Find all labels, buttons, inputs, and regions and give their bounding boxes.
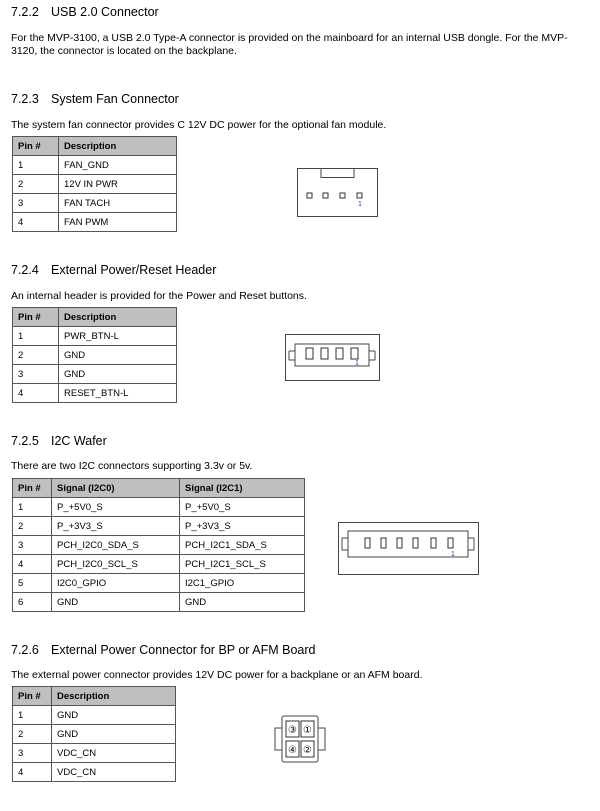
section-title: External Power Connector for BP or AFM Board [51,643,316,657]
section-number: 7.2.2 [11,5,39,19]
pin-cell: 1 [13,327,59,346]
signal-i2c1-cell: P_+3V3_S [180,517,305,536]
pin-cell: 3 [13,365,59,384]
table-header-row [13,687,176,706]
pin-cell: 4 [13,384,59,403]
description-cell: RESET_BTN-L [59,384,177,403]
pin2-label: ② [303,745,312,756]
signal-i2c0-cell: P_+5V0_S [52,498,180,517]
pin-cell: 2 [13,725,52,744]
i2c-pin-table [12,478,305,612]
table-header-row [13,137,177,156]
section-number: 7.2.3 [11,92,39,106]
section-heading-fan [11,92,179,106]
section-number: 7.2.5 [11,434,39,448]
pin3-label: ③ [288,725,297,736]
power-reset-connector-diagram [285,334,381,382]
signal-i2c1-cell: PCH_I2C1_SCL_S [180,555,305,574]
pin-cell: 2 [13,346,59,365]
pin-cell: 4 [13,555,52,574]
pin-cell: 1 [13,706,52,725]
description-cell: GND [52,706,176,725]
description-cell: GND [52,725,176,744]
table-row [13,213,177,232]
signal-i2c1-cell: PCH_I2C1_SDA_S [180,536,305,555]
signal-i2c0-cell: I2C0_GPIO [52,574,180,593]
table-header-row [13,479,305,498]
column-header: Description [59,137,177,156]
section-title: System Fan Connector [51,92,179,106]
table-row [13,194,177,213]
table-row [13,593,305,612]
column-header: Description [59,308,177,327]
description-cell: VDC_CN [52,744,176,763]
pin-cell: 2 [13,175,59,194]
section-text-fan: The system fan connector provides C 12V DC power for the optional fan module. [11,119,387,131]
column-header: Signal (I2C1) [180,479,305,498]
pin-cell: 4 [13,213,59,232]
table-row [13,175,177,194]
section-heading-usb [11,5,159,19]
description-cell: 12V IN PWR [59,175,177,194]
section-heading-external-power [11,643,315,657]
section-text-external-power: The external power connector provides 12V DC power for a backplane or an AFM board. [11,669,423,681]
table-row [13,706,176,725]
pin-cell: 5 [13,574,52,593]
i2c-connector-diagram [338,522,480,576]
description-cell: FAN_GND [59,156,177,175]
section-title: I2C Wafer [51,434,107,448]
pin-cell: 2 [13,517,52,536]
table-header-row [13,308,177,327]
section-text-usb: For the MVP-3100, a USB 2.0 Type-A connector is provided on the mainboard for an internal USB dongle. For the MVP-3120, the connector is located on the backplane. [11,32,568,57]
pin1-label: 1 [358,201,362,208]
section-number: 7.2.4 [11,263,39,277]
column-header: Pin # [13,479,52,498]
section-heading-i2c [11,434,107,448]
signal-i2c0-cell: PCH_I2C0_SDA_S [52,536,180,555]
signal-i2c0-cell: P_+3V3_S [52,517,180,536]
table-row [13,536,305,555]
pin-cell: 6 [13,593,52,612]
column-header: Signal (I2C0) [52,479,180,498]
section-title: USB 2.0 Connector [51,5,159,19]
pin4-label: ④ [288,745,297,756]
description-cell: GND [59,365,177,384]
signal-i2c1-cell: I2C1_GPIO [180,574,305,593]
table-row [13,517,305,536]
column-header: Pin # [13,308,59,327]
table-row [13,555,305,574]
column-header: Pin # [13,137,59,156]
table-row [13,744,176,763]
table-row [13,346,177,365]
table-row [13,498,305,517]
table-row [13,365,177,384]
fan-connector-diagram [297,168,379,218]
power-reset-pin-table [12,307,177,403]
description-cell: GND [59,346,177,365]
pin-cell: 3 [13,194,59,213]
description-cell: FAN PWM [59,213,177,232]
external-power-connector-diagram [272,714,328,764]
description-cell: VDC_CN [52,763,176,782]
signal-i2c1-cell: P_+5V0_S [180,498,305,517]
section-title: External Power/Reset Header [51,263,217,277]
table-row [13,763,176,782]
column-header: Description [52,687,176,706]
signal-i2c0-cell: PCH_I2C0_SCL_S [52,555,180,574]
table-row [13,574,305,593]
pin-cell: 1 [13,156,59,175]
table-row [13,725,176,744]
pin-cell: 3 [13,536,52,555]
description-cell: PWR_BTN-L [59,327,177,346]
pin-cell: 3 [13,744,52,763]
fan-pin-table [12,136,177,232]
external-power-pin-table [12,686,176,782]
section-text-i2c: There are two I2C connectors supporting 3.3v or 5v. [11,460,253,472]
pin1-label: 1 [355,360,359,367]
signal-i2c0-cell: GND [52,593,180,612]
column-header: Pin # [13,687,52,706]
pin1-label: 1 [451,551,455,558]
section-text-power-reset: An internal header is provided for the Power and Reset buttons. [11,290,307,302]
section-number: 7.2.6 [11,643,39,657]
table-row [13,327,177,346]
pin-cell: 4 [13,763,52,782]
pin-cell: 1 [13,498,52,517]
table-row [13,156,177,175]
description-cell: FAN TACH [59,194,177,213]
signal-i2c1-cell: GND [180,593,305,612]
pin1-label: ① [303,725,312,736]
section-heading-power-reset [11,263,216,277]
table-row [13,384,177,403]
